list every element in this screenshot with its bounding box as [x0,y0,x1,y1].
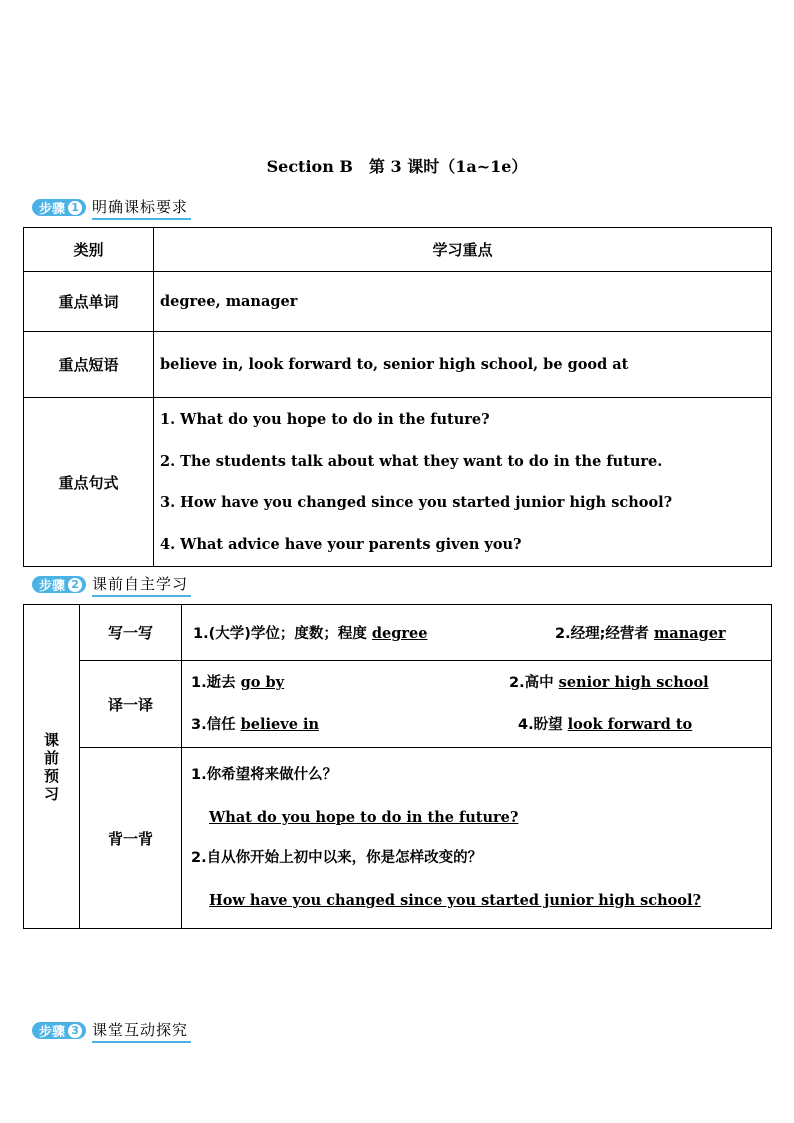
step-2-label: 课前自主学习 [92,573,191,597]
translate-prompt: 2.高中 [509,675,559,691]
translate-prompt: 4.盼望 [518,717,568,733]
write-section-label: 写一写 [80,605,182,661]
write-prompt-1: 1.(大学)学位；度数；程度 [193,626,372,642]
translate-prompt: 3.信任 [191,717,241,733]
key-points-table [23,227,772,567]
header-key-points: 学习重点 [154,228,772,272]
step-2-badge [32,576,86,593]
translate-answer: look forward to [567,716,693,733]
recite-answer-1: What do you hope to do in the future? [209,808,519,826]
translate-answer: senior high school [558,674,709,691]
step-2-number: 2 [68,578,82,592]
vertical-char: 习 [43,784,59,803]
translate-answer: believe in [240,716,320,733]
write-content [182,605,772,661]
row-category: 重点短语 [24,332,154,398]
step-1-number: 1 [68,201,82,215]
preview-table [23,604,772,929]
page-title: Section B 第 3 课时（1a~1e） [266,157,528,176]
row-sentences [154,398,772,567]
vertical-char: 课 [43,730,59,749]
step-3-heading [32,1021,191,1040]
write-prompt-2: 2.经理;经营者 [555,626,654,642]
write-answer-2: manager [653,625,726,642]
step-3-number: 3 [68,1024,82,1038]
step-1-heading [32,198,191,217]
recite-question-1: 1.你希望将来做什么？ [191,767,338,783]
key-sentence: 4. What advice have your parents given you? [160,535,522,553]
translate-answer: go by [240,674,285,691]
write-answer-1: degree [371,625,428,642]
translate-row [24,661,772,748]
vertical-char: 前 [43,748,59,767]
table-row [24,332,772,398]
preview-vertical-label [24,605,80,929]
translate-content [182,661,772,748]
recite-question-2: 2.自从你开始上初中以来，你是怎样改变的？ [191,850,483,866]
step-2-heading [32,575,191,594]
step-badge-text: 步骤 [39,1025,66,1040]
translate-section-label: 译一译 [80,661,182,748]
vertical-char: 预 [43,766,59,785]
key-sentence: 3. How have you changed since you started junior high school? [160,494,673,511]
row-content: believe in, look forward to, senior high school, be good at [154,332,772,398]
row-category: 重点单词 [24,272,154,332]
table-row [24,272,772,332]
write-row [24,605,772,661]
key-sentence: 2. The students talk about what they want to do in the future. [160,452,663,470]
row-category: 重点句式 [24,398,154,567]
row-content: degree, manager [154,272,772,332]
table-header-row [24,228,772,272]
step-badge-text: 步骤 [39,202,66,217]
recite-answer-2: How have you changed since you started junior high school? [209,891,701,909]
recite-row [24,748,772,929]
key-sentence: 1. What do you hope to do in the future? [160,411,490,428]
recite-section-label: 背一背 [80,748,182,929]
step-3-badge [32,1022,86,1039]
step-badge-text: 步骤 [39,579,66,594]
step-1-badge [32,199,86,216]
translate-prompt: 1.逝去 [191,675,241,691]
step-1-label: 明确课标要求 [92,196,191,220]
recite-content [182,748,772,929]
table-row [24,398,772,567]
step-3-label: 课堂互动探究 [92,1019,191,1043]
header-category: 类别 [24,228,154,272]
